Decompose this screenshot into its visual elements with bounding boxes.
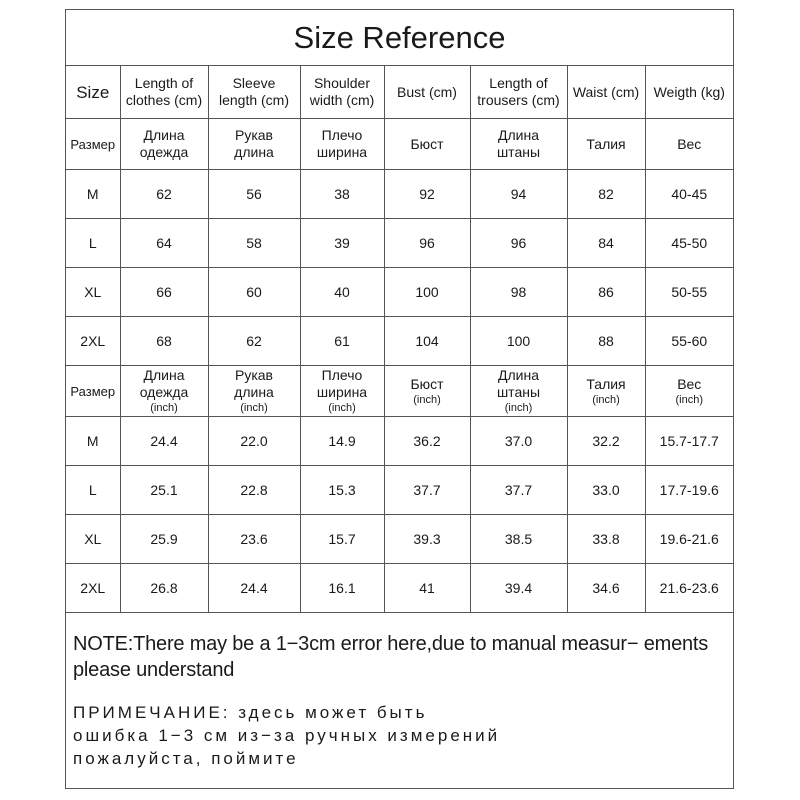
cell: 62 [208, 317, 300, 366]
cell: 24.4 [120, 417, 208, 466]
cell: 40-45 [645, 170, 733, 219]
cell: 96 [470, 219, 567, 268]
header-trousers: Length of trousers (cm) [470, 66, 567, 119]
cell: 39.3 [384, 515, 470, 564]
cell: 33.8 [567, 515, 645, 564]
ru-header-trousers: Длина штаны [470, 119, 567, 170]
header-waist: Waist (cm) [567, 66, 645, 119]
cell: 100 [384, 268, 470, 317]
table-row [66, 268, 733, 317]
ru-inch-header-shoulder: Плечо ширина (inch) [300, 366, 384, 417]
cell-size: 2XL [66, 317, 120, 366]
ru-inch-header-sleeve: Рукав длина (inch) [208, 366, 300, 417]
cell: 38.5 [470, 515, 567, 564]
cell: 37.7 [384, 466, 470, 515]
cell: 33.0 [567, 466, 645, 515]
table-row [66, 317, 733, 366]
table-row [66, 219, 733, 268]
cell: 61 [300, 317, 384, 366]
ru-header-weight: Вес [645, 119, 733, 170]
cell: 82 [567, 170, 645, 219]
ru-inch-header-waist: Талия (inch) [567, 366, 645, 417]
size-chart [65, 9, 734, 789]
note-russian-line: ошибка 1−3 см из−за ручных измерений [73, 726, 501, 745]
ru-inch-header-length: Длина одежда (inch) [120, 366, 208, 417]
cell: 16.1 [300, 564, 384, 613]
note-english: NOTE:There may be a 1−3cm error here,due to manual measur− ements please understand [73, 633, 709, 681]
cell: 58 [208, 219, 300, 268]
header-length: Length of clothes (cm) [120, 66, 208, 119]
cell: 92 [384, 170, 470, 219]
cell-size: 2XL [66, 564, 120, 613]
cell: 22.8 [208, 466, 300, 515]
table-row [66, 170, 733, 219]
header-bust: Bust (cm) [384, 66, 470, 119]
cell: 25.9 [120, 515, 208, 564]
cell: 38 [300, 170, 384, 219]
cell: 36.2 [384, 417, 470, 466]
cell: 40 [300, 268, 384, 317]
cell: 39.4 [470, 564, 567, 613]
ru-header-sleeve: Рукав длина [208, 119, 300, 170]
ru-inch-header-bust: Бюст (inch) [384, 366, 470, 417]
header-row-en [66, 66, 733, 119]
table-row [66, 564, 733, 613]
cell: 24.4 [208, 564, 300, 613]
cell: 15.7-17.7 [645, 417, 733, 466]
size-table [66, 66, 733, 613]
note-russian-line: ПРИМЕЧАНИЕ: здесь может быть [73, 703, 428, 722]
cell: 98 [470, 268, 567, 317]
header-row-ru [66, 119, 733, 170]
ru-inch-header-size: Размер [66, 366, 120, 417]
cell: 22.0 [208, 417, 300, 466]
cell: 37.0 [470, 417, 567, 466]
cell: 60 [208, 268, 300, 317]
cell: 26.8 [120, 564, 208, 613]
cell: 23.6 [208, 515, 300, 564]
cell: 39 [300, 219, 384, 268]
ru-header-length: Длина одежда [120, 119, 208, 170]
cell: 88 [567, 317, 645, 366]
ru-inch-header-weight: Вес (inch) [645, 366, 733, 417]
cell: 37.7 [470, 466, 567, 515]
cell: 104 [384, 317, 470, 366]
cell: 62 [120, 170, 208, 219]
cell-size: M [66, 417, 120, 466]
cell-size: M [66, 170, 120, 219]
cell: 64 [120, 219, 208, 268]
cell: 32.2 [567, 417, 645, 466]
cell: 50-55 [645, 268, 733, 317]
cell: 17.7-19.6 [645, 466, 733, 515]
cell: 86 [567, 268, 645, 317]
page-title: Size Reference [66, 10, 733, 66]
cell: 45-50 [645, 219, 733, 268]
cell: 34.6 [567, 564, 645, 613]
header-shoulder: Shoulder width (cm) [300, 66, 384, 119]
table-row [66, 466, 733, 515]
cell: 41 [384, 564, 470, 613]
cell-size: L [66, 219, 120, 268]
cell: 21.6-23.6 [645, 564, 733, 613]
cell-size: L [66, 466, 120, 515]
cell: 14.9 [300, 417, 384, 466]
ru-header-bust: Бюст [384, 119, 470, 170]
cell: 15.7 [300, 515, 384, 564]
ru-header-shoulder: Плечо ширина [300, 119, 384, 170]
ru-header-waist: Талия [567, 119, 645, 170]
ru-inch-header-trousers: Длина штаны (inch) [470, 366, 567, 417]
cell: 56 [208, 170, 300, 219]
cell: 68 [120, 317, 208, 366]
cell: 55-60 [645, 317, 733, 366]
note-russian [73, 701, 728, 770]
cell: 25.1 [120, 466, 208, 515]
ru-header-size: Размер [66, 119, 120, 170]
note-russian-line: пожалуйста, поймите [73, 749, 299, 768]
table-row [66, 417, 733, 466]
header-sleeve: Sleeve length (cm) [208, 66, 300, 119]
cell: 84 [567, 219, 645, 268]
table-row [66, 515, 733, 564]
header-row-ru-inch [66, 366, 733, 417]
cell: 94 [470, 170, 567, 219]
cell-size: XL [66, 515, 120, 564]
header-size: Size [66, 66, 120, 119]
cell: 19.6-21.6 [645, 515, 733, 564]
cell: 96 [384, 219, 470, 268]
header-weight: Weigth (kg) [645, 66, 733, 119]
cell: 100 [470, 317, 567, 366]
note-section [73, 631, 728, 770]
cell: 15.3 [300, 466, 384, 515]
cell-size: XL [66, 268, 120, 317]
cell: 66 [120, 268, 208, 317]
